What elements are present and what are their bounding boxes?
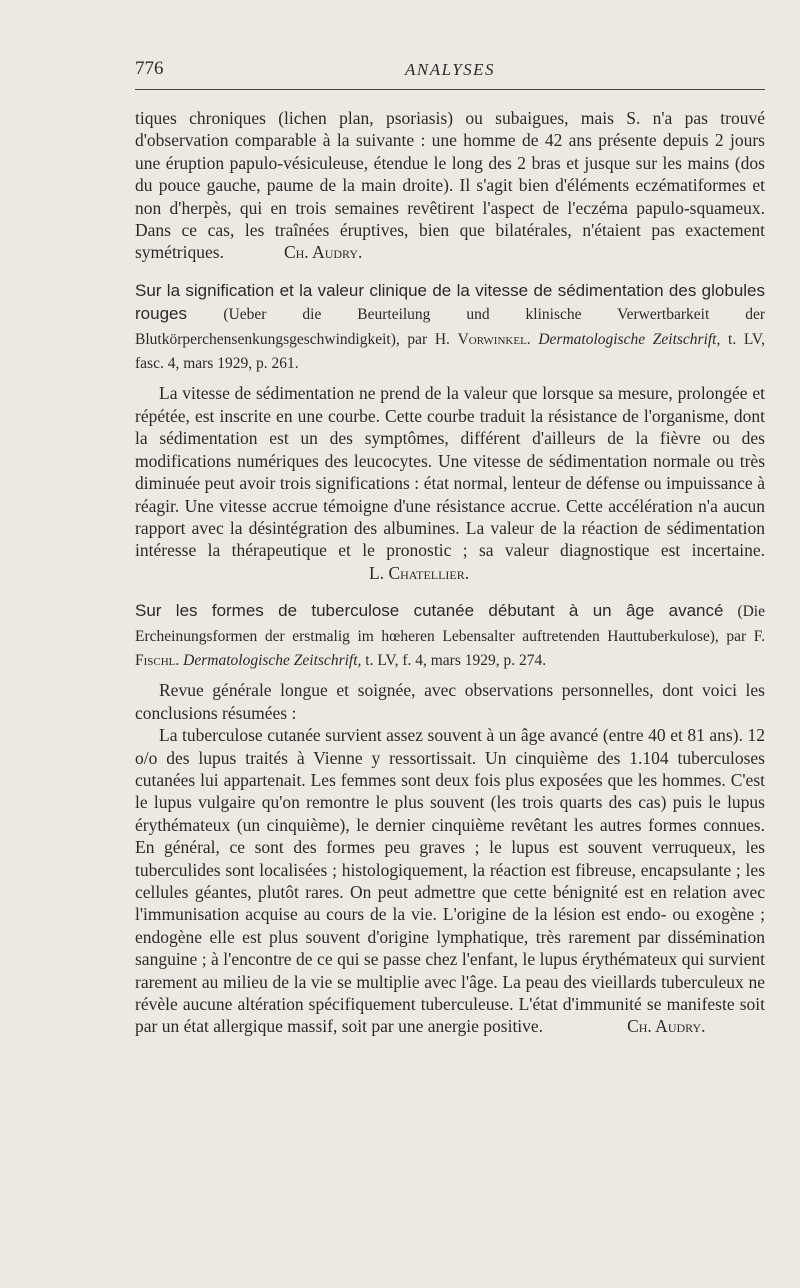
continuation-text: tiques chroniques (lichen plan, psoriasis) ou subaigues, mais S. n'a pas trouvé d'observation comparable à la suivante : une homme de 42 ans présente depuis 2 jours une éruption papulo-vésiculeuse, étendue le long des 2 bras et jusque sur les mains (dos du pouce gauche, paume de la main droite). Il s'agit bien d'éléments eczématiformes et non d'herpès, qui en trois semaines revêtirent l'aspect de l'eczéma papulo-squameux. Dans ce cas, les traînées éruptives, bien que bilatérales, n'étaient pas exactement symétriques.: [135, 108, 765, 263]
entry-title: Sur les formes de tuberculose cutanée débutant à un âge avancé: [135, 601, 724, 621]
reference-author: Fischl.: [135, 651, 180, 669]
entry-paragraph: [135, 382, 765, 584]
reference-text: (Die Ercheinungsformen der erstmalig im hœheren Lebensalter auftretenden Hauttuberkulose), par F.: [135, 603, 765, 645]
paragraph-text: La tuberculose cutanée survient assez souvent à un âge avancé (entre 40 et 81 ans). 12 o/o des lupus traités à Vienne y ressortissait. Un cinquième des 1.104 tuberculoses cutanées lui appartenait. Les femmes sont deux fois plus exposées que les hommes. C'est le lupus vulgaire qu'on remontre le plus souvent (les trois quarts des cas) puis le lupus érythémateux (un cinquième), le dernier cinquième revêtant les autres formes connues. En général, ce sont des formes peu graves ; le lupus est souvent verruqueux, les tuberculides sont localisées ; histologiquement, la réaction est fibreuse, encapsulante ; les cellules géantes, plutôt rares. On peut admettre que cette bénignité est en relation avec l'immunisation acquise au cours de la vie. L'origine de la lésion est endo- ou exogène ; endogène elle est plus souvent d'origine lymphatique, très rarement par dissémination sanguine ; à l'encontre de ce qui se passe chez l'enfant, le lupus érythémateux qui survient rarement au milieu de la vie se multiplie avec l'âge. La peau des vieillards tuberculeux ne révèle aucune altération spécifiquement tuberculeuse. L'état d'immunité se manifeste soit par un état allergique massif, soit par une anergie positive.: [135, 725, 765, 1037]
entry-signature: Ch. Audry.: [627, 1016, 706, 1037]
entry-paragraph: Revue générale longue et soignée, avec observations personnelles, dont voici les conclusions résumées :: [135, 680, 765, 723]
page-number: 776: [135, 58, 164, 79]
reference-text: (Ueber die Beurteilung und klinische Verwertbarkeit der Blutkörperchensenkungsgeschwindigkeit), par H.: [135, 306, 765, 348]
entry-reference: [135, 306, 765, 372]
entry-tuberculose: [135, 599, 765, 1038]
reference-details: t. LV, f. 4, mars 1929, p. 274.: [361, 651, 547, 669]
journal-title: Dermatologische Zeitschrift,: [538, 330, 721, 348]
page-header: [135, 58, 765, 88]
entry-body: [135, 382, 765, 584]
entry-signature: L. Chatellier.: [369, 562, 470, 583]
journal-title: Dermatologische Zeitschrift,: [183, 651, 362, 669]
text-column: [135, 107, 765, 1038]
entry-sedimentation: [135, 279, 765, 584]
reference-details: t. LV, fasc. 4, mars 1929, p. 261.: [135, 330, 765, 373]
running-title: ANALYSES: [404, 60, 496, 79]
continuation-signature: Ch. Audry.: [283, 242, 363, 263]
entry-heading: [135, 279, 765, 376]
header-rule: [135, 89, 765, 90]
reference-author: Vorwinkel.: [457, 330, 531, 348]
entry-body: [135, 679, 765, 1038]
entry-heading: [135, 599, 765, 672]
continuation-paragraph: [135, 107, 765, 264]
entry-title: Sur la signification et la valeur clinique de la vitesse de sédimentation des globules rouges: [135, 280, 765, 324]
paragraph-text: La vitesse de sédimentation ne prend de la valeur que lorsque sa mesure, prolongée et répétée, est inscrite en une courbe. Cette courbe traduit la résistance de l'organisme, dont la sédimentation est un des symptômes, différent d'ailleurs de la fièvre ou des modifications numériques des leucocytes. Une vitesse de sédimentation normale ou très diminuée peut avoir trois significations : état normal, lenteur de défense ou impuissance à réagir. Une vitesse accrue témoigne d'une résistance accrue. Cette accélération n'a aucun rapport avec la désintégration des albumines. La valeur de la réaction de sédimentation intéresse la thérapeutique et le pronostic ; sa valeur diagnostique est incertaine.: [135, 383, 765, 561]
entry-paragraph: [135, 724, 765, 1038]
